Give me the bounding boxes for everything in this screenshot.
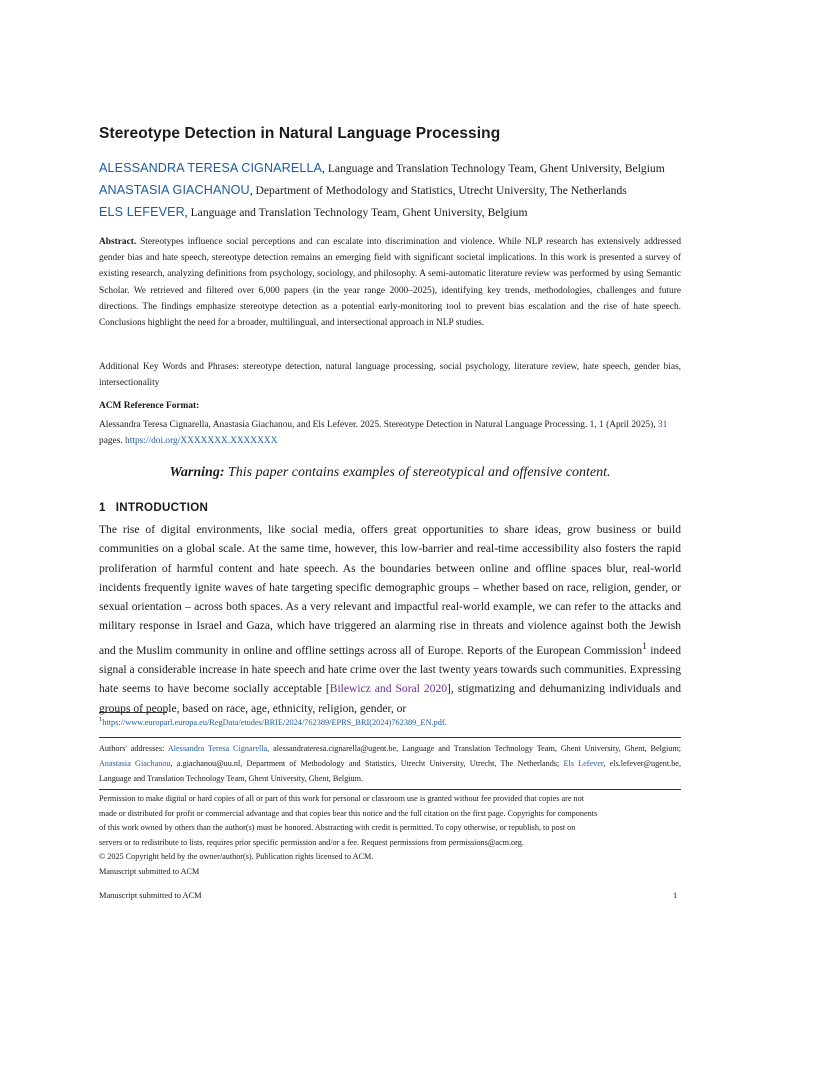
pages-link[interactable]: 31 — [657, 420, 668, 430]
permission-line: servers or to redistribute to lists, requires prior specific permission and/or a fee. Request permissions from permissions@acm.org. — [99, 837, 524, 847]
permission-line: made or distributed for profit or commercial advantage and that copies bear this notice and the full citation on the first page. Copyrights for components — [99, 808, 598, 818]
running-footer: Manuscript submitted to ACM — [99, 891, 202, 900]
acm-reference-pages-text: pages. — [99, 436, 126, 446]
author-line-3: ELS LEFEVER, Language and Translation Technology Team, Ghent University, Belgium — [99, 205, 528, 219]
acm-reference — [99, 417, 681, 449]
address-author-3-text: , els.lefever@ugent.be, Language and Translation Technology Team, Ghent University, Ghent, Belgium. — [99, 759, 681, 783]
acm-reference-text: Alessandra Teresa Cignarella, Anastasia Giachanou, and Els Lefever. 2025. Stereotype Detection in Natural Language Processing. 1, 1 (April 2025), — [99, 420, 658, 430]
doi-link[interactable]: https://doi.org/XXXXXXX.XXXXXXX — [125, 436, 278, 446]
abstract-label: Abstract. — [99, 237, 137, 247]
footnote-mark-link[interactable]: 1 — [642, 640, 647, 652]
footnote-number: 1 — [99, 716, 103, 723]
address-author-1-text: , alessandrateresa.cignarella@ugent.be, Language and Translation Technology Team, Ghent University, Ghent, Belgium; — [267, 744, 682, 753]
author-name-1: ALESSANDRA TERESA CIGNARELLA — [99, 161, 323, 175]
warning-label: Warning: — [169, 465, 225, 480]
warning-text: This paper contains examples of stereotypical and offensive content. — [224, 465, 611, 480]
section-title: INTRODUCTION — [115, 501, 209, 514]
addresses-label: Authors' addresses: — [99, 744, 168, 753]
author-name-3: ELS LEFEVER — [99, 205, 185, 219]
paper-title: Stereotype Detection in Natural Language Processing — [99, 125, 501, 142]
footnote-url-link[interactable]: https://www.europarl.europa.eu/RegData/etudes/BRIE/2024/762389/EPRS_BRI(2024)762389_EN.pdf — [102, 717, 445, 727]
permission-line: of this work owned by others than the author(s) must be honored. Abstracting with credit is permitted. To copy otherwise, or republish, to post on — [99, 823, 576, 832]
copyright-line: © 2025 Copyright held by the owner/author(s). Publication rights licensed to ACM. — [99, 852, 374, 861]
footnote-rule — [99, 712, 167, 713]
author-name-2: ANASTASIA GIACHANOU — [99, 183, 250, 197]
author-affiliation-2: Department of Methodology and Statistics, Utrecht University, The Netherlands — [255, 184, 627, 197]
permission-notice — [99, 792, 681, 879]
intro-text-2: indeed signal a considerable increase in hate speech and hate crime over the last twenty years towards such communities. Expressing hate seems to have become socially acceptable [ — [99, 644, 681, 696]
page-number: 1 — [673, 891, 678, 900]
content-warning — [99, 465, 681, 481]
address-author-2-link[interactable]: Anastasia Giachanou — [99, 759, 171, 768]
author-addresses — [99, 741, 681, 786]
introduction-paragraph — [99, 521, 681, 719]
permission-rule — [99, 789, 681, 790]
acm-reference-heading: ACM Reference Format: — [99, 401, 200, 411]
footnote — [99, 716, 447, 727]
footnote-end: . — [444, 717, 447, 727]
keywords: Additional Key Words and Phrases: stereotype detection, natural language processing, social psychology, literature review, hate speech, gender bias, intersectionality — [99, 362, 681, 388]
intro-text-3: ], stigmatizing and dehumanizing individuals and groups of people, based on race, age, ethnicity, religion, gender, or — [99, 683, 681, 715]
address-author-2-text: , a.giachanou@uu.nl, Department of Methodology and Statistics, Utrecht University, Utrecht, The Netherlands; — [170, 759, 564, 768]
submitted-line: Manuscript submitted to ACM — [99, 866, 200, 876]
address-author-3-link[interactable]: Els Lefever — [563, 759, 604, 768]
author-affiliation-1: Language and Translation Technology Team, Ghent University, Belgium — [327, 162, 665, 175]
abstract-text: Stereotypes influence social perceptions and can escalate into discrimination and violence. While NLP research has extensively addressed gender bias and hate speech, stereotype detection remains an emerging field with significant societal implications. In this work is presented a survey of existing research, analyzing definitions from psychology, sociology, and philosophy. A semi-automatic literature review was performed by using Semantic Scholar. We retrieved and filtered over 6,000 papers (in the year range 2000–2025), identifying key trends, methodologies, challenges and future directions. The findings emphasize stereotype detection as a potential early-monitoring tool to prevent bias escalation and the rise of hate speech. Conclusions highlight the need for a broader, multilingual, and intersectional approach in NLP studies. — [99, 237, 682, 329]
author-line-2: ANASTASIA GIACHANOU, Department of Methodology and Statistics, Utrecht University, The Netherlands — [99, 183, 627, 197]
citation-link[interactable]: Bilewicz and Soral 2020 — [329, 683, 447, 696]
intro-text-1: The rise of digital environments, like social media, offers great opportunities to share ideas, grow business or build communities on a global scale. At the same time, however, this low-barrier and real-time accessibility also fosters the rapid proliferation of harmful content and hate speech. As the boundaries between online and offline spaces blur, real-world incidents frequently ignite waves of hate targeting specific demographic groups – whether based on race, religion, gender, or sexual orientation – across both spaces. As a very relevant and impactful real-world example, we can refer to the attacks and military response in Israel and Gaza, which have triggered an alarming rise in threats and violence against both the Jewish and the Muslim community in online and offline settings across all of Europe. Reports of the European Commission — [99, 524, 681, 657]
permission-line: Permission to make digital or hard copies of all or part of this work for personal or classroom use is granted without fee provided that copies are not — [99, 794, 584, 803]
abstract — [99, 234, 681, 331]
author-line-1: ALESSANDRA TERESA CIGNARELLA, Language and Translation Technology Team, Ghent University, Belgium — [99, 161, 665, 175]
section-number: 1 — [99, 501, 106, 514]
addresses-rule — [99, 737, 681, 738]
address-author-1-link[interactable]: Alessandra Teresa Cignarella — [167, 744, 268, 753]
author-affiliation-3: Language and Translation Technology Team, Ghent University, Belgium — [190, 206, 528, 219]
section-heading — [99, 501, 208, 514]
